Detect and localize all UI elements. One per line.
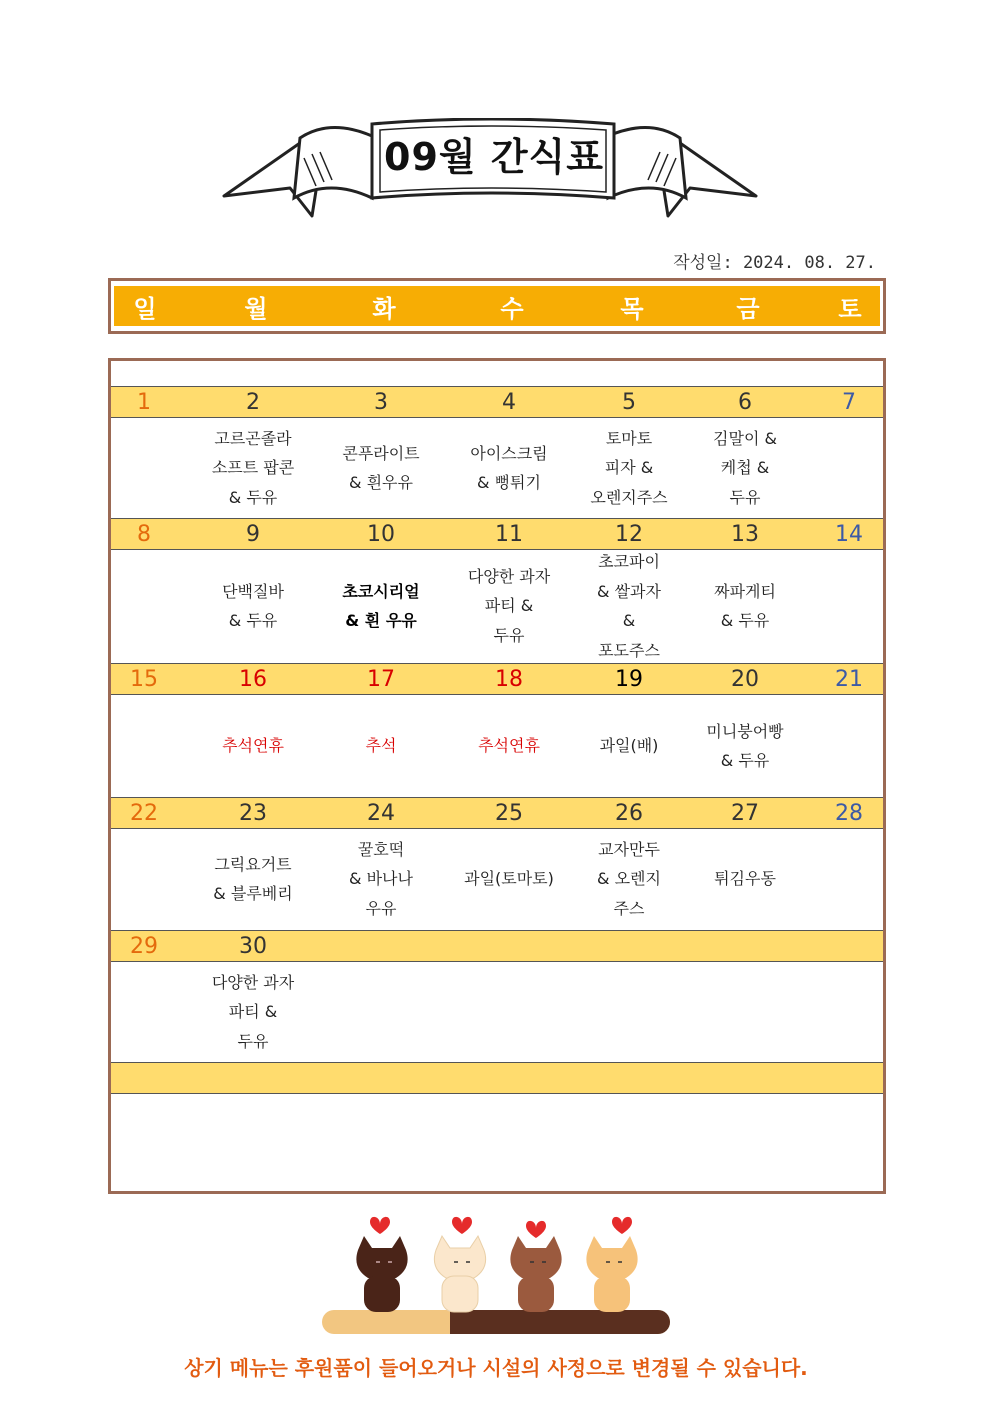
- date-number: 16: [239, 666, 267, 692]
- date-number: 5: [622, 389, 636, 415]
- menu-cell: 과일(배): [599, 736, 659, 756]
- weekday-tue: 화: [372, 294, 396, 323]
- menu-cell: 아이스크림 & 뻥튀기: [470, 443, 548, 492]
- weekday-sat: 토: [838, 294, 862, 323]
- menu-cell: 추석연휴: [478, 736, 540, 756]
- footer-note: 상기 메뉴는 후원품이 들어오거나 시설의 사정으로 변경될 수 있습니다.: [184, 1356, 808, 1380]
- weekday-mon: 월: [244, 294, 268, 323]
- weekday-wed: 수: [500, 294, 524, 323]
- date-number: 28: [835, 800, 863, 826]
- date-number: 4: [502, 389, 516, 415]
- date-number: 21: [835, 666, 863, 692]
- date-number: 20: [731, 666, 759, 692]
- weekday-thu: 목: [620, 294, 644, 323]
- menu-cell: 짜파게티 & 두유: [714, 581, 776, 630]
- menu-cell: 다양한 과자 파티 & 두유: [467, 566, 551, 645]
- week-3-date-row: [111, 663, 883, 695]
- date-number: 19: [615, 666, 643, 692]
- date-number: 10: [367, 521, 395, 547]
- week-2-date-row: [111, 518, 883, 550]
- page-title: 09월 간식표: [384, 134, 604, 179]
- weekday-fri: 금: [736, 294, 760, 323]
- menu-cell: 과일(토마토): [464, 869, 554, 889]
- date-number: 23: [239, 800, 267, 826]
- date-number: 13: [731, 521, 759, 547]
- weekday-header-bar: [114, 286, 880, 326]
- heart-icon: [370, 1217, 632, 1238]
- date-number: 27: [731, 800, 759, 826]
- menu-cell: 그릭요거트 & 블루베리: [213, 854, 293, 903]
- menu-cell: 튀김우동: [714, 869, 776, 889]
- date-number: 3: [374, 389, 388, 415]
- week-5-date-row: [111, 930, 883, 962]
- cats-on-bench-illustration: [320, 1198, 672, 1344]
- date-number: 18: [495, 666, 523, 692]
- date-number: 12: [615, 521, 643, 547]
- week-1-date-row: [111, 386, 883, 418]
- menu-cell: 다양한 과자 파티 & 두유: [211, 972, 295, 1051]
- date-number: 8: [137, 521, 151, 547]
- menu-cell: 꿀호떡 & 바나나 우유: [349, 839, 413, 918]
- date-number: 17: [367, 666, 395, 692]
- date-number: 11: [495, 521, 523, 547]
- date-number: 14: [835, 521, 863, 547]
- date-number: 2: [246, 389, 260, 415]
- date-number: 6: [738, 389, 752, 415]
- menu-cell: 교자만두 & 오렌지 주스: [597, 839, 661, 918]
- date-number: 24: [367, 800, 395, 826]
- weekday-header: [108, 278, 886, 334]
- date-number: 15: [130, 666, 158, 692]
- date-number: 29: [130, 933, 158, 959]
- date-number: 22: [130, 800, 158, 826]
- written-date: 작성일: 2024. 08. 27.: [673, 253, 876, 273]
- menu-cell: 초코파이 & 쌀과자 & 포도주스: [597, 552, 661, 660]
- menu-cell: 초코시리얼 & 흰 우유: [342, 581, 420, 630]
- week-4-date-row: [111, 797, 883, 829]
- menu-cell: 단백질바 & 두유: [222, 581, 284, 630]
- date-number: 1: [137, 389, 151, 415]
- menu-cell: 콘푸라이트 & 흰우유: [342, 443, 420, 492]
- date-number: 7: [842, 389, 856, 415]
- date-number: 26: [615, 800, 643, 826]
- menu-cell: 고르곤졸라 소프트 팝콘 & 두유: [211, 428, 295, 507]
- menu-cell: 추석: [365, 736, 397, 756]
- date-number: 9: [246, 521, 260, 547]
- date-number: 25: [495, 800, 523, 826]
- menu-cell: 미니붕어빵 & 두유: [706, 721, 784, 770]
- date-number: 30: [239, 933, 267, 959]
- calendar-table: [108, 358, 886, 1194]
- menu-cell: 김말이 & 케첩 & 두유: [713, 428, 777, 507]
- weekday-sun: 일: [133, 294, 157, 323]
- week-6-date-row: [111, 1062, 883, 1094]
- menu-cell: 추석연휴: [222, 736, 284, 756]
- menu-cell: 토마토 피자 & 오렌지주스: [590, 428, 668, 507]
